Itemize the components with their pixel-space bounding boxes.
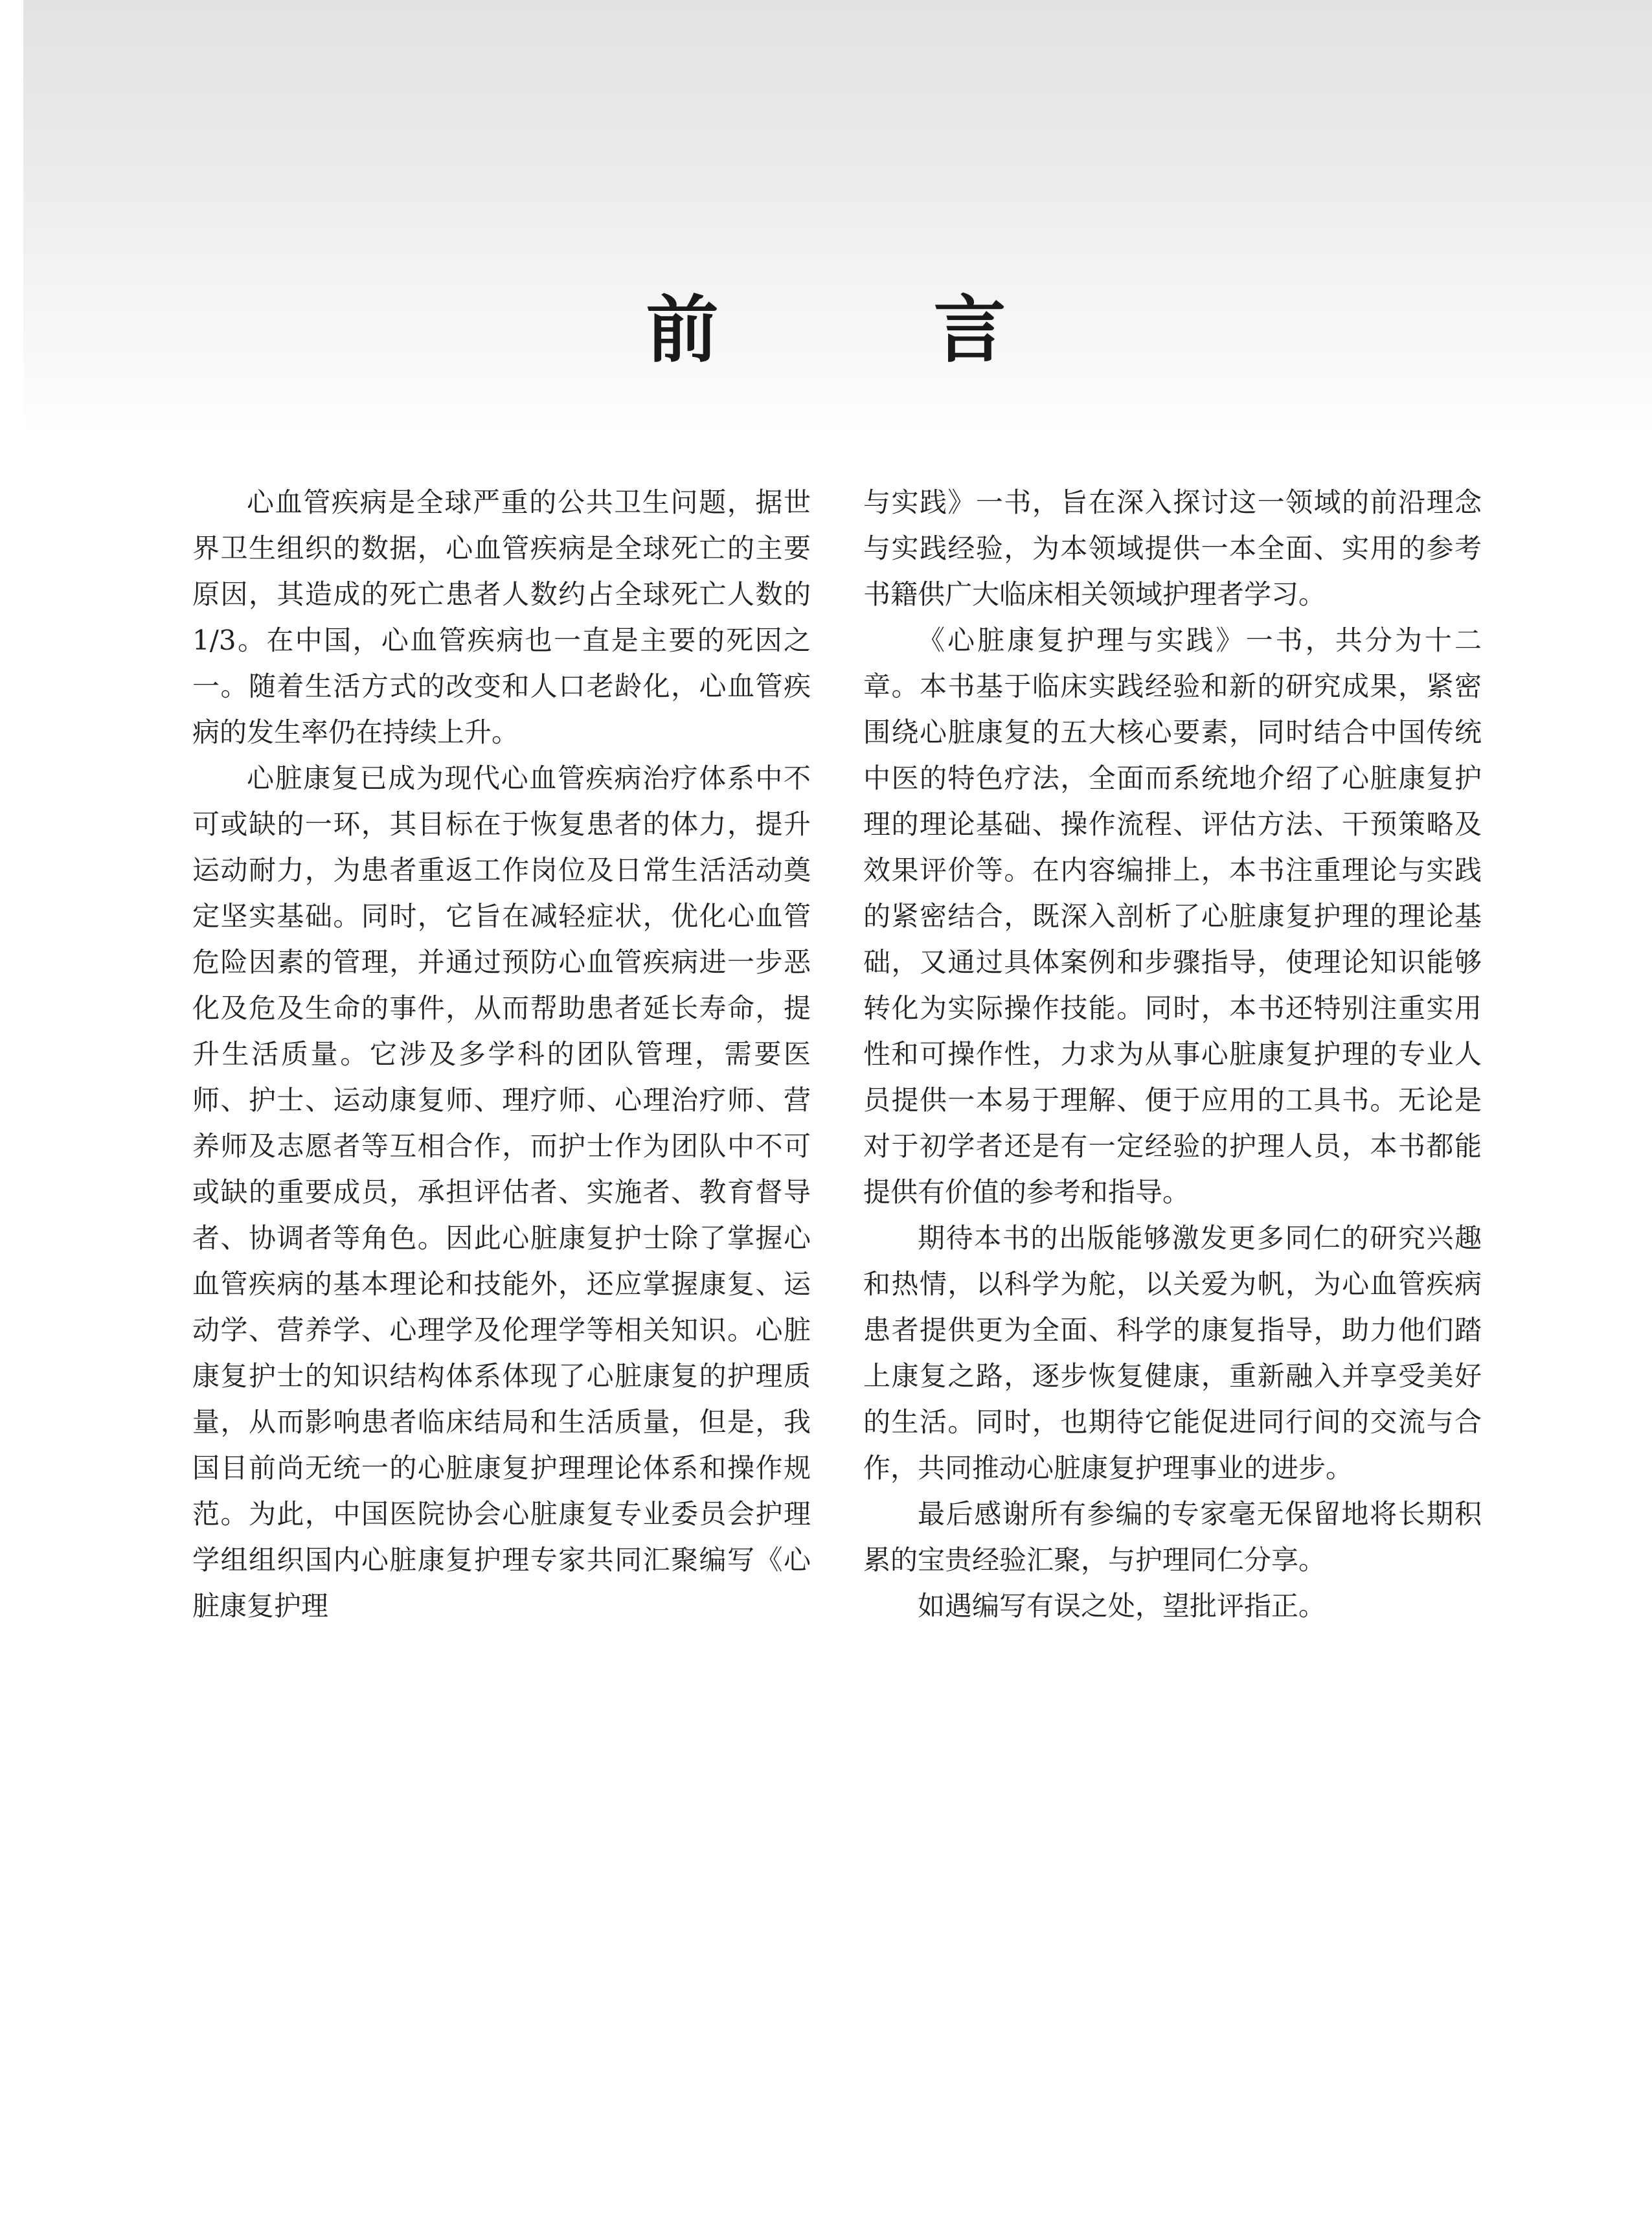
right-text-column xyxy=(863,479,1482,1629)
paragraph: 《心脏康复护理与实践》一书，共分为十二章。本书基于临床实践经验和新的研究成果，紧密围绕心脏康复的五大核心要素，同时结合中国传统中医的特色疗法，全面而系统地介绍了心脏康复护理的理论基础、操作流程、评估方法、干预策略及效果评价等。在内容编排上，本书注重理论与实践的紧密结合，既深入剖析了心脏康复护理的理论基础，又通过具体案例和步骤指导，使理论知识能够转化为实际操作技能。同时，本书还特别注重实用性和可操作性，力求为从事心脏康复护理的专业人员提供一本易于理解、便于应用的工具书。无论是对于初学者还是有一定经验的护理人员，本书都能提供有价值的参考和指导。 xyxy=(863,624,1482,1208)
page-title: 前 言 xyxy=(646,288,1078,372)
paragraph-continuation: 与实践》一书，旨在深入探讨这一领域的前沿理念与实践经验，为本领域提供一本全面、实用的参考书籍供广大临床相关领域护理者学习。 xyxy=(863,486,1482,610)
paragraph: 心血管疾病是全球严重的公共卫生问题，据世界卫生组织的数据，心血管疾病是全球死亡的主要原因，其造成的死亡患者人数约占全球死亡人数的 1/3。在中国，心血管疾病也一直是主要的死因之一。随着生活方式的改变和人口老龄化，心血管疾病的发生率仍在持续上升。 xyxy=(192,486,811,748)
paragraph: 如遇编写有误之处，望批评指正。 xyxy=(918,1590,1326,1622)
paragraph: 最后感谢所有参编的专家毫无保留地将长期积累的宝贵经验汇聚，与护理同仁分享。 xyxy=(863,1498,1482,1576)
paragraph: 心脏康复已成为现代心血管疾病治疗体系中不可或缺的一环，其目标在于恢复患者的体力，提升运动耐力，为患者重返工作岗位及日常生活活动奠定坚实基础。同时，它旨在减轻症状，优化心血管危险因素的管理，并通过预防心血管疾病进一步恶化及危及生命的事件，从而帮助患者延长寿命，提升生活质量。它涉及多学科的团队管理，需要医师、护士、运动康复师、理疗师、心理治疗师、营养师及志愿者等互相合作，而护士作为团队中不可或缺的重要成员，承担评估者、实施者、教育督导者、协调者等角色。因此心脏康复护士除了掌握心血管疾病的基本理论和技能外，还应掌握康复、运动学、营养学、心理学及伦理学等相关知识。心脏康复护士的知识结构体系体现了心脏康复的护理质量，从而影响患者临床结局和生活质量，但是，我国目前尚无统一的心脏康复护理理论体系和操作规范。为此，中国医院协会心脏康复专业委员会护理学组组织国内心脏康复护理专家共同汇聚编写《心脏康复护理 xyxy=(192,762,811,1622)
left-text-column xyxy=(192,479,811,1629)
paragraph: 期待本书的出版能够激发更多同仁的研究兴趣和热情，以科学为舵，以关爱为帆，为心血管疾病患者提供更为全面、科学的康复指导，助力他们踏上康复之路，逐步恢复健康，重新融入并享受美好的生活。同时，也期待它能促进同行间的交流与合作，共同推动心脏康复护理事业的进步。 xyxy=(863,1222,1482,1484)
